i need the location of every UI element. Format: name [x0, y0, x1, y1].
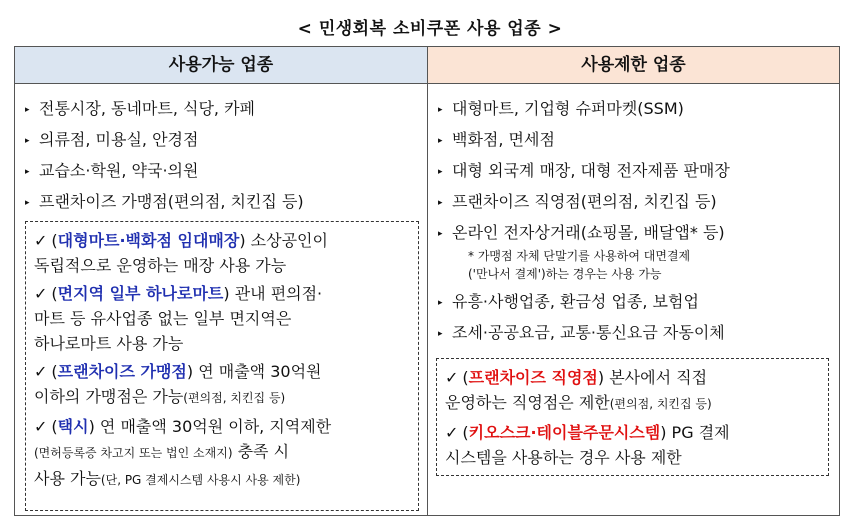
exception-entry: ✓ (프랜차이즈 가맹점) 연 매출액 30억원 이하의 가맹점은 가능(편의점, 치킨집 등)	[34, 362, 322, 406]
bullet-icon: ▸	[438, 329, 443, 339]
list-item: ▸ 프랜차이즈 직영점(편의점, 치킨집 등)	[438, 187, 839, 218]
bullet-icon: ▸	[438, 136, 443, 146]
list-item: ▸ 대형 외국계 매장, 대형 전자제품 판매장	[438, 156, 839, 187]
list-item: ▸ 유흥·사행업종, 환금성 업종, 보험업	[438, 287, 839, 318]
bullet-icon: ▸	[25, 167, 30, 177]
check-icon: ✓	[34, 231, 48, 250]
list-item: ▸ 조세·공공요금, 교통·통신요금 자동이체	[438, 318, 839, 349]
page-title: < 민생회복 소비쿠폰 사용 업종 >	[297, 19, 563, 39]
bullet-icon: ▸	[438, 198, 443, 208]
exception-entry: ✓ (대형마트·백화점 임대매장) 소상공인이 독립적으로 운영하는 매장 사용 가능	[34, 231, 328, 275]
exception-entry: ✓ (키오스크·테이블주문시스템) PG 결제 시스템을 사용하는 경우 사용 제한	[445, 423, 730, 467]
allowed-list	[15, 94, 427, 218]
comparison-table	[14, 46, 840, 516]
list-item: ▸ 백화점, 면세점	[438, 125, 839, 156]
list-item: ▸ 대형마트, 기업형 슈퍼마켓(SSM)	[438, 94, 839, 125]
restricted-header: 사용제한 업종	[428, 47, 839, 84]
check-icon: ✓	[445, 368, 459, 387]
bullet-icon: ▸	[438, 229, 443, 239]
bullet-icon: ▸	[25, 105, 30, 115]
list-item: ▸ 전통시장, 동네마트, 식당, 카페	[25, 94, 427, 125]
check-icon: ✓	[34, 362, 48, 381]
exception-entry: ✓ (택시) 연 매출액 30억원 이하, 지역제한 (면허등록증 차고지 또는 법인 소재지) 충족 시 사용 가능(단, PG 결제시스템 사용시 사용 제한)	[34, 417, 332, 488]
restricted-column	[428, 47, 839, 515]
bullet-icon: ▸	[25, 198, 30, 208]
list-item: ▸ 교습소·학원, 약국·의원	[25, 156, 427, 187]
restricted-exceptions-box	[436, 358, 829, 476]
check-icon: ✓	[34, 417, 48, 436]
list-item: ▸ 프랜차이즈 가맹점(편의점, 치킨집 등)	[25, 187, 427, 218]
footnote: * 가맹점 자체 단말기를 사용하여 대면결제 ('만나서 결제')하는 경우는 사용 가능	[468, 249, 691, 281]
list-item: ▸ 의류점, 미용실, 안경점	[25, 125, 427, 156]
bullet-icon: ▸	[25, 136, 30, 146]
allowed-column	[15, 47, 428, 515]
list-item: ▸ 온라인 전자상거래(쇼핑몰, 배달앱* 등)	[438, 218, 839, 249]
restricted-list	[428, 94, 839, 249]
bullet-icon: ▸	[438, 105, 443, 115]
bullet-icon: ▸	[438, 298, 443, 308]
allowed-exceptions-box	[25, 221, 419, 511]
restricted-list-2	[428, 287, 839, 349]
allowed-header: 사용가능 업종	[15, 47, 427, 84]
check-icon: ✓	[445, 423, 459, 442]
check-icon: ✓	[34, 284, 48, 303]
bullet-icon: ▸	[438, 167, 443, 177]
exception-entry: ✓ (프랜차이즈 직영점) 본사에서 직접 운영하는 직영점은 제한(편의점, 치킨집 등)	[445, 368, 712, 412]
exception-entry: ✓ (면지역 일부 하나로마트) 관내 편의점· 마트 등 유사업종 없는 일부 면지역은 하나로마트 사용 가능	[34, 284, 323, 353]
